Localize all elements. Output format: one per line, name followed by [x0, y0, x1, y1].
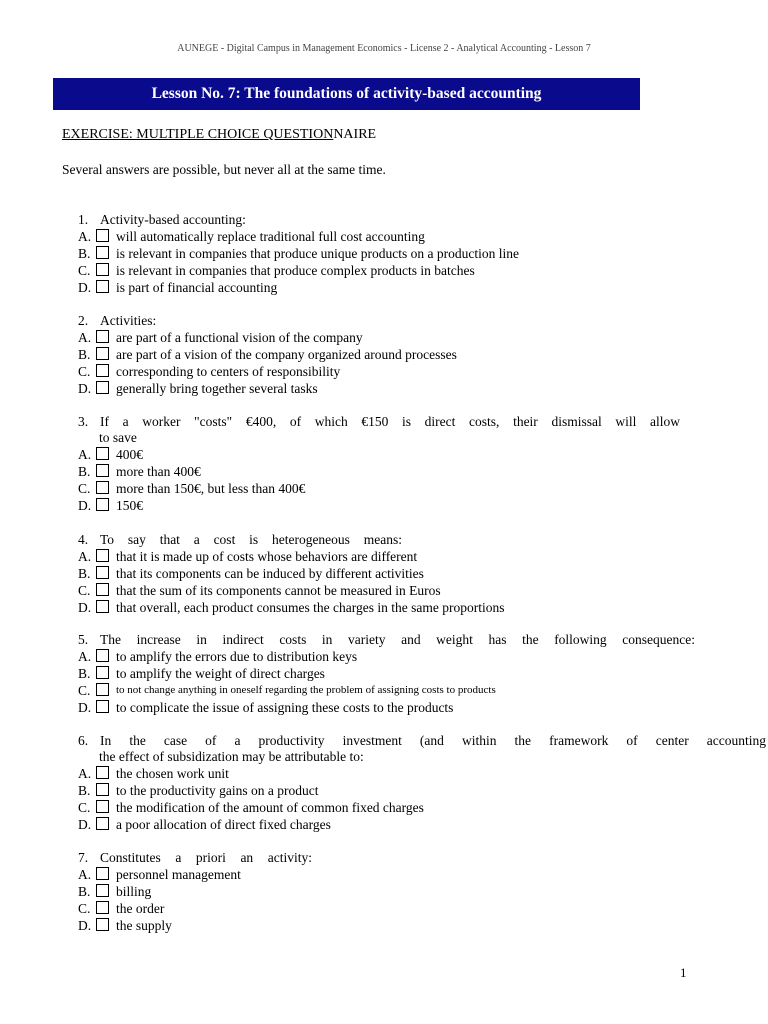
question-stem	[78, 849, 312, 866]
option-label: billing	[116, 884, 152, 899]
option-letter: A.	[78, 649, 92, 664]
option-letter: B.	[78, 464, 91, 479]
option-label: that its components can be induced by different activities	[116, 566, 424, 581]
question-stem	[78, 413, 680, 430]
option-letter: C.	[78, 481, 91, 496]
option-row	[0, 900, 768, 917]
checkbox-q2-b[interactable]	[96, 347, 109, 360]
option-row	[0, 380, 768, 397]
question-number: 7.	[78, 850, 89, 865]
option-letter: D.	[78, 498, 92, 513]
option-label: are part of a vision of the company organized around processes	[116, 347, 457, 362]
option-letter: D.	[78, 600, 92, 615]
question-5	[0, 631, 768, 716]
checkbox-q4-c[interactable]	[96, 583, 109, 596]
question-6	[0, 732, 768, 833]
option-row	[0, 765, 768, 782]
option-letter: A.	[78, 447, 92, 462]
option-row	[0, 665, 768, 682]
option-label: to complicate the issue of assigning these costs to the products	[116, 700, 454, 715]
option-letter: B.	[78, 783, 91, 798]
option-letter: C.	[78, 583, 91, 598]
exercise-heading-underlined: EXERCISE: MULTIPLE CHOICE QUESTION	[62, 127, 334, 142]
option-letter: B.	[78, 884, 91, 899]
checkbox-q3-a[interactable]	[96, 447, 109, 460]
option-label: is relevant in companies that produce complex products in batches	[116, 263, 475, 278]
option-row	[0, 279, 768, 296]
option-letter: D.	[78, 381, 92, 396]
lesson-title: Lesson No. 7: The foundations of activity-based accounting	[151, 85, 542, 102]
checkbox-q6-b[interactable]	[96, 783, 109, 796]
question-text: In the case of a productivity investment (and within the framework of center accounting	[100, 733, 766, 748]
question-number: 6.	[78, 733, 89, 748]
option-letter: C.	[78, 364, 91, 379]
lesson-title-banner	[53, 78, 640, 110]
option-row	[0, 245, 768, 262]
option-letter: A.	[78, 229, 92, 244]
question-text: Activities:	[100, 313, 157, 328]
option-label: is part of financial accounting	[116, 280, 278, 295]
option-row	[0, 228, 768, 245]
option-letter: B.	[78, 666, 91, 681]
option-letter: A.	[78, 867, 92, 882]
option-letter: C.	[78, 683, 91, 698]
option-label: more than 150€, but less than 400€	[116, 481, 306, 496]
option-label: generally bring together several tasks	[116, 381, 318, 396]
checkbox-q3-b[interactable]	[96, 464, 109, 477]
checkbox-q2-a[interactable]	[96, 330, 109, 343]
option-row	[0, 648, 768, 665]
checkbox-q1-c[interactable]	[96, 263, 109, 276]
checkbox-q6-d[interactable]	[96, 817, 109, 830]
option-label: 400€	[116, 447, 143, 462]
checkbox-q3-d[interactable]	[96, 498, 109, 511]
checkbox-q6-c[interactable]	[96, 800, 109, 813]
option-label: to amplify the errors due to distribution keys	[116, 649, 358, 664]
option-row	[0, 329, 768, 346]
option-row	[0, 816, 768, 833]
option-label: 150€	[116, 498, 143, 513]
option-label: to not change anything in oneself regarding the problem of assigning costs to products	[116, 684, 496, 696]
option-row	[0, 799, 768, 816]
option-letter: D.	[78, 700, 92, 715]
option-label: to the productivity gains on a product	[116, 783, 319, 798]
running-header: AUNEGE - Digital Campus in Management Economics - License 2 - Analytical Accounting - Lesson 7	[177, 43, 591, 54]
option-row	[0, 565, 768, 582]
checkbox-q5-b[interactable]	[96, 666, 109, 679]
checkbox-q5-a[interactable]	[96, 649, 109, 662]
option-row	[0, 463, 768, 480]
checkbox-q2-c[interactable]	[96, 364, 109, 377]
option-label: the chosen work unit	[116, 766, 229, 781]
exercise-heading-rest: NAIRE	[333, 127, 377, 142]
option-letter: B.	[78, 347, 91, 362]
question-number: 3.	[78, 414, 89, 429]
option-row	[0, 682, 768, 699]
question-1	[0, 211, 768, 296]
option-letter: D.	[78, 817, 92, 832]
option-letter: C.	[78, 263, 91, 278]
checkbox-q4-a[interactable]	[96, 549, 109, 562]
checkbox-q7-b[interactable]	[96, 884, 109, 897]
option-label: a poor allocation of direct fixed charges	[116, 817, 331, 832]
checkbox-q7-c[interactable]	[96, 901, 109, 914]
option-letter: A.	[78, 766, 92, 781]
option-label: to amplify the weight of direct charges	[116, 666, 325, 681]
question-4	[0, 531, 768, 616]
page-number: 1	[680, 965, 687, 980]
option-letter: A.	[78, 330, 92, 345]
checkbox-q4-d[interactable]	[96, 600, 109, 613]
option-row	[0, 446, 768, 463]
checkbox-q6-a[interactable]	[96, 766, 109, 779]
option-row	[0, 917, 768, 934]
option-label: that it is made up of costs whose behaviors are different	[116, 549, 418, 564]
question-text: Activity-based accounting:	[100, 212, 246, 227]
option-letter: D.	[78, 918, 92, 933]
checkbox-q7-a[interactable]	[96, 867, 109, 880]
option-row	[0, 363, 768, 380]
option-row	[0, 346, 768, 363]
option-row	[0, 548, 768, 565]
instructions-text: Several answers are possible, but never all at the same time.	[62, 162, 386, 177]
option-letter: B.	[78, 566, 91, 581]
option-label: will automatically replace traditional full cost accounting	[116, 229, 425, 244]
question-7	[0, 849, 768, 934]
option-label: is relevant in companies that produce unique products on a production line	[116, 246, 520, 261]
option-label: more than 400€	[116, 464, 201, 479]
question-text: The increase in indirect costs in variety and weight has the following consequence:	[100, 632, 695, 647]
question-stem-continuation: to save	[99, 430, 137, 445]
option-label: the modification of the amount of common fixed charges	[116, 800, 424, 815]
question-stem	[78, 531, 402, 548]
option-row	[0, 480, 768, 497]
checkbox-q5-c[interactable]	[96, 683, 109, 696]
checkbox-q4-b[interactable]	[96, 566, 109, 579]
checkbox-q2-d[interactable]	[96, 381, 109, 394]
option-letter: C.	[78, 800, 91, 815]
option-row	[0, 866, 768, 883]
question-number: 1.	[78, 212, 89, 227]
option-label: the supply	[116, 918, 172, 933]
question-3	[0, 413, 768, 514]
question-number: 4.	[78, 532, 89, 547]
checkbox-q1-a[interactable]	[96, 229, 109, 242]
checkbox-q7-d[interactable]	[96, 918, 109, 931]
option-row	[0, 262, 768, 279]
question-number: 2.	[78, 313, 89, 328]
option-label: the order	[116, 901, 165, 916]
checkbox-q5-d[interactable]	[96, 700, 109, 713]
option-row	[0, 883, 768, 900]
question-stem	[78, 732, 766, 749]
question-stem	[78, 211, 768, 228]
question-stem	[78, 312, 768, 329]
question-stem-continuation: the effect of subsidization may be attributable to:	[99, 749, 364, 764]
option-label: that overall, each product consumes the charges in the same proportions	[116, 600, 505, 615]
checkbox-q3-c[interactable]	[96, 481, 109, 494]
option-letter: C.	[78, 901, 91, 916]
question-text: To say that a cost is heterogeneous means:	[100, 532, 402, 547]
checkbox-q1-b[interactable]	[96, 246, 109, 259]
option-label: that the sum of its components cannot be measured in Euros	[116, 583, 441, 598]
question-number: 5.	[78, 632, 89, 647]
option-label: corresponding to centers of responsibility	[116, 364, 341, 379]
option-label: are part of a functional vision of the company	[116, 330, 363, 345]
option-row	[0, 699, 768, 716]
option-row	[0, 599, 768, 616]
question-2	[0, 312, 768, 397]
question-text: Constitutes a priori an activity:	[100, 850, 312, 865]
question-stem	[78, 631, 695, 648]
option-letter: B.	[78, 246, 91, 261]
option-label: personnel management	[116, 867, 241, 882]
option-row	[0, 782, 768, 799]
option-row	[0, 497, 768, 514]
question-text: If a worker "costs" €400, of which €150 is direct costs, their dismissal will allow	[100, 414, 680, 429]
option-row	[0, 582, 768, 599]
exercise-heading	[62, 127, 376, 143]
option-letter: D.	[78, 280, 92, 295]
checkbox-q1-d[interactable]	[96, 280, 109, 293]
option-letter: A.	[78, 549, 92, 564]
